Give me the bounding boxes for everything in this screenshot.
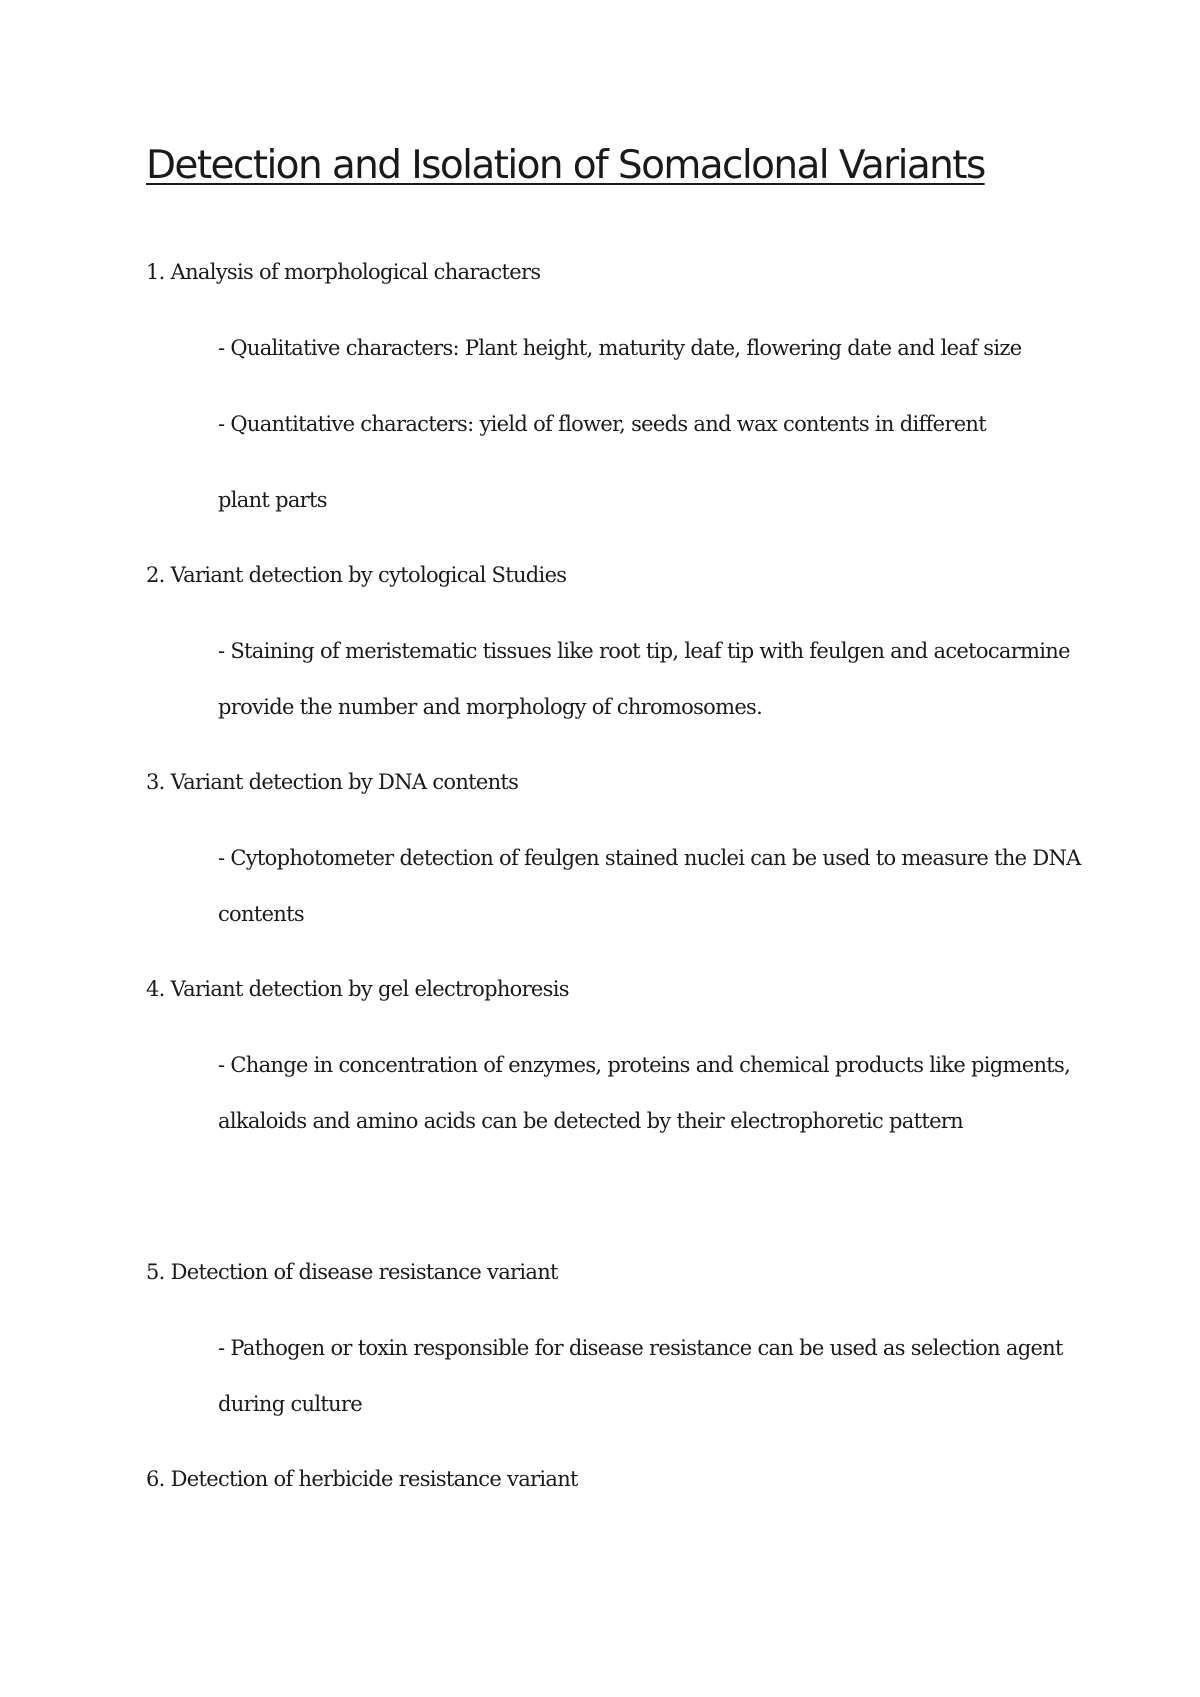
section-5-line-2: during culture (218, 1392, 362, 1416)
section-heading-2: 2. Variant detection by cytological Studies (146, 563, 567, 587)
section-1-line-1: - Qualitative characters: Plant height, maturity date, flowering date and leaf size (218, 336, 1022, 360)
section-heading-5: 5. Detection of disease resistance variant (146, 1260, 558, 1284)
section-3-line-2: contents (218, 902, 304, 926)
section-heading-6: 6. Detection of herbicide resistance variant (146, 1467, 578, 1491)
section-1-line-2: - Quantitative characters: yield of flower, seeds and wax contents in different (218, 412, 986, 436)
section-4-line-2: alkaloids and amino acids can be detected by their electrophoretic pattern (218, 1109, 963, 1133)
page-title: Detection and Isolation of Somaclonal Variants (146, 143, 985, 188)
section-heading-4: 4. Variant detection by gel electrophoresis (146, 977, 569, 1001)
section-1-line-3: plant parts (218, 488, 327, 512)
section-4-line-1: - Change in concentration of enzymes, proteins and chemical products like pigments, (218, 1053, 1071, 1077)
section-3-line-1: - Cytophotometer detection of feulgen stained nuclei can be used to measure the DNA (218, 846, 1081, 870)
section-heading-3: 3. Variant detection by DNA contents (146, 770, 519, 794)
section-2-line-2: provide the number and morphology of chromosomes. (218, 695, 763, 719)
section-5-line-1: - Pathogen or toxin responsible for disease resistance can be used as selection agent (218, 1336, 1063, 1360)
section-heading-1: 1. Analysis of morphological characters (146, 260, 541, 284)
section-2-line-1: - Staining of meristematic tissues like root tip, leaf tip with feulgen and acetocarmine (218, 639, 1070, 663)
